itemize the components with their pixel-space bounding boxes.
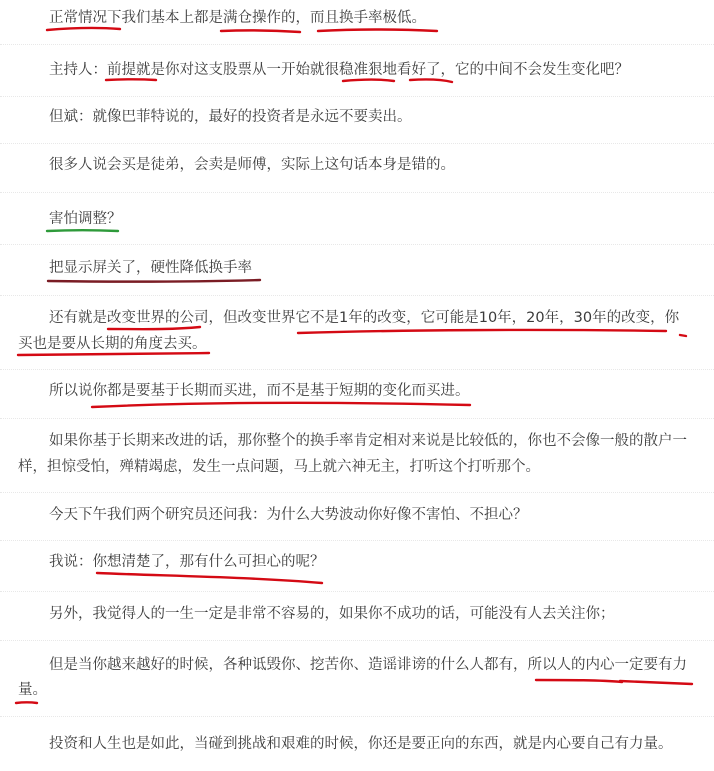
underline-mark (97, 573, 322, 583)
underline-mark (18, 353, 209, 355)
underline-mark (410, 79, 452, 82)
paragraph-2 (49, 61, 714, 79)
paragraph-10 (49, 605, 714, 623)
heading-turn-off-screen (49, 259, 714, 277)
paragraph-8 (49, 506, 714, 524)
paragraph-4 (49, 156, 714, 174)
underline-mark (108, 327, 200, 329)
paragraph-line: 正常情况下我们基本上都是满仓操作的，而且换手率极低。 (49, 10, 426, 26)
paragraph-line: 如果你基于长期来改进的话，那你整个的换手率肯定相对来说是比较低的，你也不会像一般的散户一 (49, 433, 687, 449)
paragraph-line: 另外，我觉得人的一生一定是非常不容易的，如果你不成功的话，可能没有人去关注你； (49, 606, 615, 622)
paragraph-11-cont (18, 681, 714, 699)
paragraph-line: 今天下午我们两个研究员还问我：为什么大势波动你好像不害怕、不担心？ (49, 507, 528, 523)
paragraph-5-cont (18, 335, 714, 353)
underline-mark (343, 80, 394, 82)
paragraph-5 (49, 309, 714, 327)
paragraph-line: 样，担惊受怕，殚精竭虑，发生一点问题，马上就六神无主，打听这个打听那个。 (18, 459, 540, 475)
paragraph-line: 很多人说会买是徒弟，会卖是师傅，实际上这句话本身是错的。 (49, 157, 455, 173)
underline-mark (47, 28, 120, 30)
paragraph-line: 但斌：就像巴菲特说的，最好的投资者是永远不要卖出。 (49, 109, 412, 125)
paragraph-7 (49, 432, 714, 450)
paragraph-1 (49, 9, 714, 27)
paragraph-line: 还有就是改变世界的公司，但改变世界它不是1年的改变，它可能是10年，20年，30年的改变，你 (49, 310, 680, 326)
paragraph-line: 但是当你越来越好的时候，各种诋毁你、挖苦你、造谣诽谤的什么人都有，所以人的内心一定要有力 (49, 657, 687, 673)
paragraph-line: 把显示屏关了，硬性降低换手率 (49, 260, 252, 276)
paragraph-line: 量。 (18, 682, 47, 698)
paragraph-7-cont (18, 458, 714, 476)
underline-mark (318, 30, 437, 32)
underline-mark (48, 280, 260, 282)
paragraph-line: 我说：你想清楚了，那有什么可担心的呢？ (49, 554, 325, 570)
underline-mark (298, 330, 666, 333)
underline-mark (92, 403, 470, 407)
underline-mark (221, 30, 300, 32)
paragraph-9 (49, 553, 714, 571)
paragraph-line: 所以说你都是要基于长期而买进，而不是基于短期的变化而买进。 (49, 383, 470, 399)
paragraph-line: 投资和人生也是如此，当碰到挑战和艰难的时候，你还是要正向的东西，就是内心要自己有力量。 (49, 736, 673, 752)
paragraph-11 (49, 656, 714, 674)
paragraph-line: 买也是要从长期的角度去买。 (18, 336, 207, 352)
underline-mark (106, 79, 156, 80)
paragraph-12 (49, 735, 714, 753)
underline-mark (16, 702, 37, 703)
paragraph-line: 主持人：前提就是你对这支股票从一开始就很稳准狠地看好了，它的中间不会发生变化吧？ (49, 62, 629, 78)
heading-fear-of-correction (49, 210, 714, 228)
underline-mark (47, 230, 118, 231)
paragraph-3 (49, 108, 714, 126)
paragraph-line: 害怕调整？ (49, 211, 122, 227)
paragraph-6 (49, 382, 714, 400)
